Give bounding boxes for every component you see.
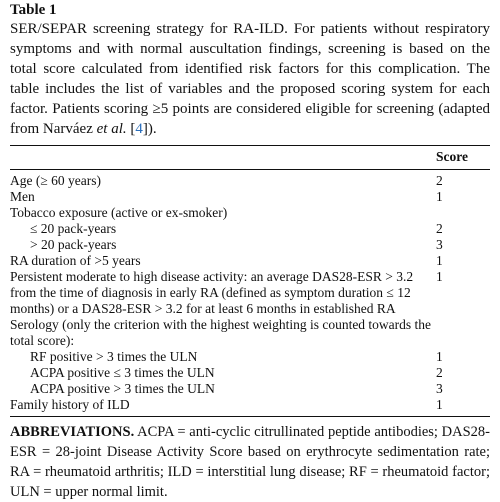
caption-et-al: et al. [96, 121, 127, 137]
row-score: 1 [436, 397, 443, 412]
table-row [10, 269, 490, 317]
table-row [10, 317, 490, 349]
caption-text: SER/SEPAR screening strategy for RA-ILD. For patients without respiratory symptoms and with normal auscultation findings, screening is based on the total score calculated from identified risk factors for this complication. The table includes the list of variables and the proposed scoring system for each factor. Patients scoring ≥5 points are considered eligible for screening (adapted from Narváez [10, 21, 490, 137]
row-score: 1 [436, 349, 443, 364]
table-row [10, 253, 490, 269]
caption-open-bracket: [ [126, 121, 136, 137]
table-row [10, 349, 490, 365]
row-score: 1 [436, 189, 443, 204]
abbreviations-lead: ABBREVIATIONS. [10, 424, 135, 440]
table-bottom-rule [10, 416, 490, 417]
paper-table-page [0, 1, 500, 500]
row-score: 1 [436, 269, 443, 284]
abbreviations-footnote [10, 422, 490, 502]
table-row [10, 221, 490, 237]
row-score: 2 [436, 365, 443, 380]
table-title: Table 1 [10, 2, 57, 18]
score-table [10, 173, 490, 413]
table-header-rule [10, 169, 490, 170]
row-label: Serology (only the criterion with the highest weighting is counted towards the total score): [10, 317, 432, 348]
score-column-header: Score [436, 149, 468, 164]
row-score: 1 [436, 253, 443, 268]
abbreviations-text: ACPA = anti-cyclic citrullinated peptide antibodies; DAS28-ESR = 28-joint Disease Activity Score based on erythrocyte sedimentation rate; RA = rheumatoid arthritis; ILD = interstitial lung disease; RF = rheumatoid factor; ULN = upper normal limit. [10, 424, 490, 500]
table-row [10, 381, 490, 397]
row-score: 2 [436, 221, 443, 236]
table-row [10, 237, 490, 253]
table-header-row [10, 146, 490, 165]
row-label: > 20 pack-years [30, 237, 117, 252]
table-row [10, 173, 490, 189]
row-label: Men [10, 189, 35, 204]
citation-link[interactable]: 4 [135, 121, 143, 137]
row-label: RA duration of >5 years [10, 253, 141, 268]
table-row [10, 189, 490, 205]
score-table-body [10, 173, 490, 413]
row-label: Age (≥ 60 years) [10, 173, 101, 188]
row-label: ≤ 20 pack-years [30, 221, 117, 236]
row-score: 3 [436, 237, 443, 252]
row-label: ACPA positive ≤ 3 times the ULN [30, 365, 215, 380]
table-caption [10, 19, 490, 139]
row-score: 2 [436, 173, 443, 188]
row-label: Persistent moderate to high disease activity: an average DAS28-ESR > 3.2 from the time of diagnosis in early RA (defined as symptom duration ≤ 12 months) or a DAS28-ESR > 3.2 for at least 6 months in established RA [10, 269, 414, 316]
table-row [10, 205, 490, 221]
table-row [10, 365, 490, 381]
row-label: Tobacco exposure (active or ex-smoker) [10, 205, 228, 220]
row-score: 3 [436, 381, 443, 396]
table-row [10, 397, 490, 413]
row-label: RF positive > 3 times the ULN [30, 349, 198, 364]
row-score [436, 317, 490, 349]
row-label: ACPA positive > 3 times the ULN [30, 381, 215, 396]
caption-close: ]). [142, 121, 157, 137]
row-label: Family history of ILD [10, 397, 130, 412]
row-score [436, 205, 490, 221]
